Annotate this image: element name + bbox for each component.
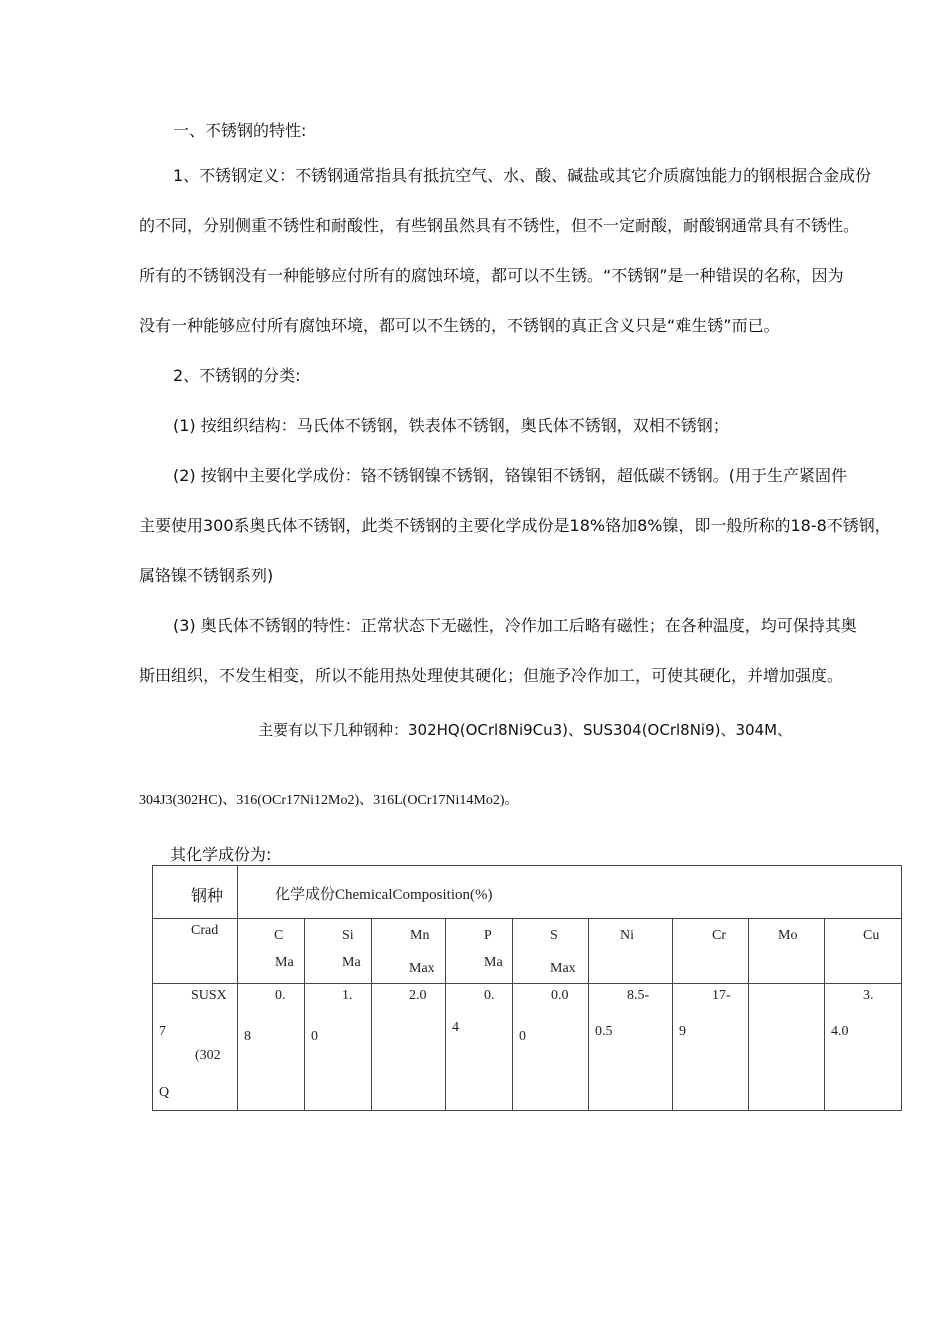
value-s-a: 0.0 — [551, 988, 569, 1003]
grade-value-cell — [153, 984, 238, 1111]
value-ni-a: 8.5- — [627, 988, 650, 1003]
definition-line-2: 的不同，分别侧重不锈性和耐酸性，有些钢虽然具有不锈性，但不一定耐酸，耐酸钢通常具有不锈性。 — [139, 216, 860, 235]
grade-header-cell — [153, 866, 238, 919]
composition-header: 化学成份ChemicalComposition(%) — [275, 887, 493, 903]
element-si-max: Ma — [342, 955, 361, 970]
value-ni-b: 0.5 — [595, 1024, 613, 1039]
classification-item-3-line-1: (3) 奥氏体不锈钢的特性：正常状态下无磁性，冷作加工后略有磁性；在各种温度，均可保持其奥 — [173, 616, 857, 635]
element-mn-cell — [372, 919, 446, 984]
classification-item-2-line-2: 主要使用300系奥氏体不锈钢，此类不锈钢的主要化学成份是18%铬加8%镍，即一般所称的18-8不锈钢， — [139, 516, 891, 535]
element-s: S — [550, 928, 558, 943]
element-si-cell — [305, 919, 372, 984]
element-ni-cell — [589, 919, 673, 984]
value-si-b: 0 — [311, 1029, 318, 1044]
value-p-b: 4 — [452, 1020, 459, 1035]
grade-value-b: 7 — [159, 1024, 166, 1039]
element-cr: Cr — [712, 928, 726, 943]
value-cu-b: 4.0 — [831, 1024, 849, 1039]
grade-sub: Crad — [191, 923, 219, 938]
element-cu-cell — [825, 919, 902, 984]
value-si-cell — [305, 984, 372, 1111]
element-p: P — [484, 928, 492, 943]
element-mo: Mo — [778, 928, 798, 943]
value-cr-cell — [673, 984, 749, 1111]
element-mo-cell — [749, 919, 825, 984]
value-mn: 2.0 — [409, 988, 427, 1003]
element-si: Si — [342, 928, 354, 943]
element-mn: Mn — [410, 928, 430, 943]
classification-item-2-line-3: 属铬镍不锈钢系列) — [139, 566, 274, 585]
classification-item-3-line-2: 斯田组织，不发生相变，所以不能用热处理使其硬化；但施予冷作加工，可使其硬化，并增加强度。 — [139, 666, 844, 685]
value-s-b: 0 — [519, 1029, 526, 1044]
definition-line-4: 没有一种能够应付所有腐蚀环境，都可以不生锈的，不锈钢的真正含义只是“难生锈”而已。 — [139, 316, 780, 335]
value-ni-cell — [589, 984, 673, 1111]
composition-header-cell — [238, 866, 902, 919]
value-c-cell — [238, 984, 305, 1111]
grades-line-2: 304J3(302HC)、316(OCr17Ni12Mo2)、316L(OCr17Ni14Mo2)。 — [139, 793, 519, 808]
element-p-cell — [446, 919, 513, 984]
value-p-cell — [446, 984, 513, 1111]
grade-sub-cell — [153, 919, 238, 984]
value-p-a: 0. — [484, 988, 495, 1003]
composition-table — [152, 865, 902, 1111]
element-c-cell — [238, 919, 305, 984]
composition-intro: 其化学成份为: — [170, 845, 272, 864]
value-cu-cell — [825, 984, 902, 1111]
element-cr-cell — [673, 919, 749, 984]
value-s-cell — [513, 984, 589, 1111]
value-mo-cell — [749, 984, 825, 1111]
element-cu: Cu — [863, 928, 880, 943]
table-element-row — [153, 919, 902, 984]
element-s-max: Max — [550, 961, 576, 976]
classification-title: 2、不锈钢的分类: — [173, 366, 301, 385]
definition-line-1: 1、不锈钢定义：不锈钢通常指具有抵抗空气、水、酸、碱盐或其它介质腐蚀能力的钢根据合金成份 — [173, 166, 872, 185]
grade-value-a: SUSX — [191, 988, 227, 1003]
element-p-max: Ma — [484, 955, 503, 970]
element-mn-max: Max — [409, 961, 435, 976]
grade-value-d: Q — [159, 1085, 170, 1100]
table-row — [153, 984, 902, 1111]
classification-item-2-line-1: (2) 按钢中主要化学成份：铬不锈钢镍不锈钢，铬镍钼不锈钢，超低碳不锈钢。(用于生产紧固件 — [173, 466, 847, 485]
value-cr-a: 17- — [712, 988, 731, 1003]
element-c: C — [274, 928, 284, 943]
value-cr-b: 9 — [679, 1024, 686, 1039]
element-c-max: Ma — [275, 955, 294, 970]
grades-line-1: 主要有以下几种钢种：302HQ(OCrl8Ni9Cu3)、SUS304(OCrl8Ni9)、304M、 — [258, 721, 793, 739]
value-c-b: 8 — [244, 1029, 251, 1044]
classification-item-1: (1) 按组织结构：马氏体不锈钢，铁表体不锈钢，奥氏体不锈钢，双相不锈钢； — [173, 416, 729, 435]
value-c-a: 0. — [275, 988, 286, 1003]
table-header-row — [153, 866, 902, 919]
value-si-a: 1. — [342, 988, 353, 1003]
element-ni: Ni — [620, 928, 634, 943]
value-mn-cell — [372, 984, 446, 1111]
section-heading: 一、不锈钢的特性: — [173, 121, 307, 140]
grade-value-c: (302 — [195, 1048, 221, 1063]
value-cu-a: 3. — [863, 988, 874, 1003]
grade-header: 钢种 — [191, 886, 224, 905]
definition-line-3: 所有的不锈钢没有一种能够应付所有的腐蚀环境，都可以不生锈。“不锈钢”是一种错误的名称，因为 — [139, 266, 844, 285]
element-s-cell — [513, 919, 589, 984]
